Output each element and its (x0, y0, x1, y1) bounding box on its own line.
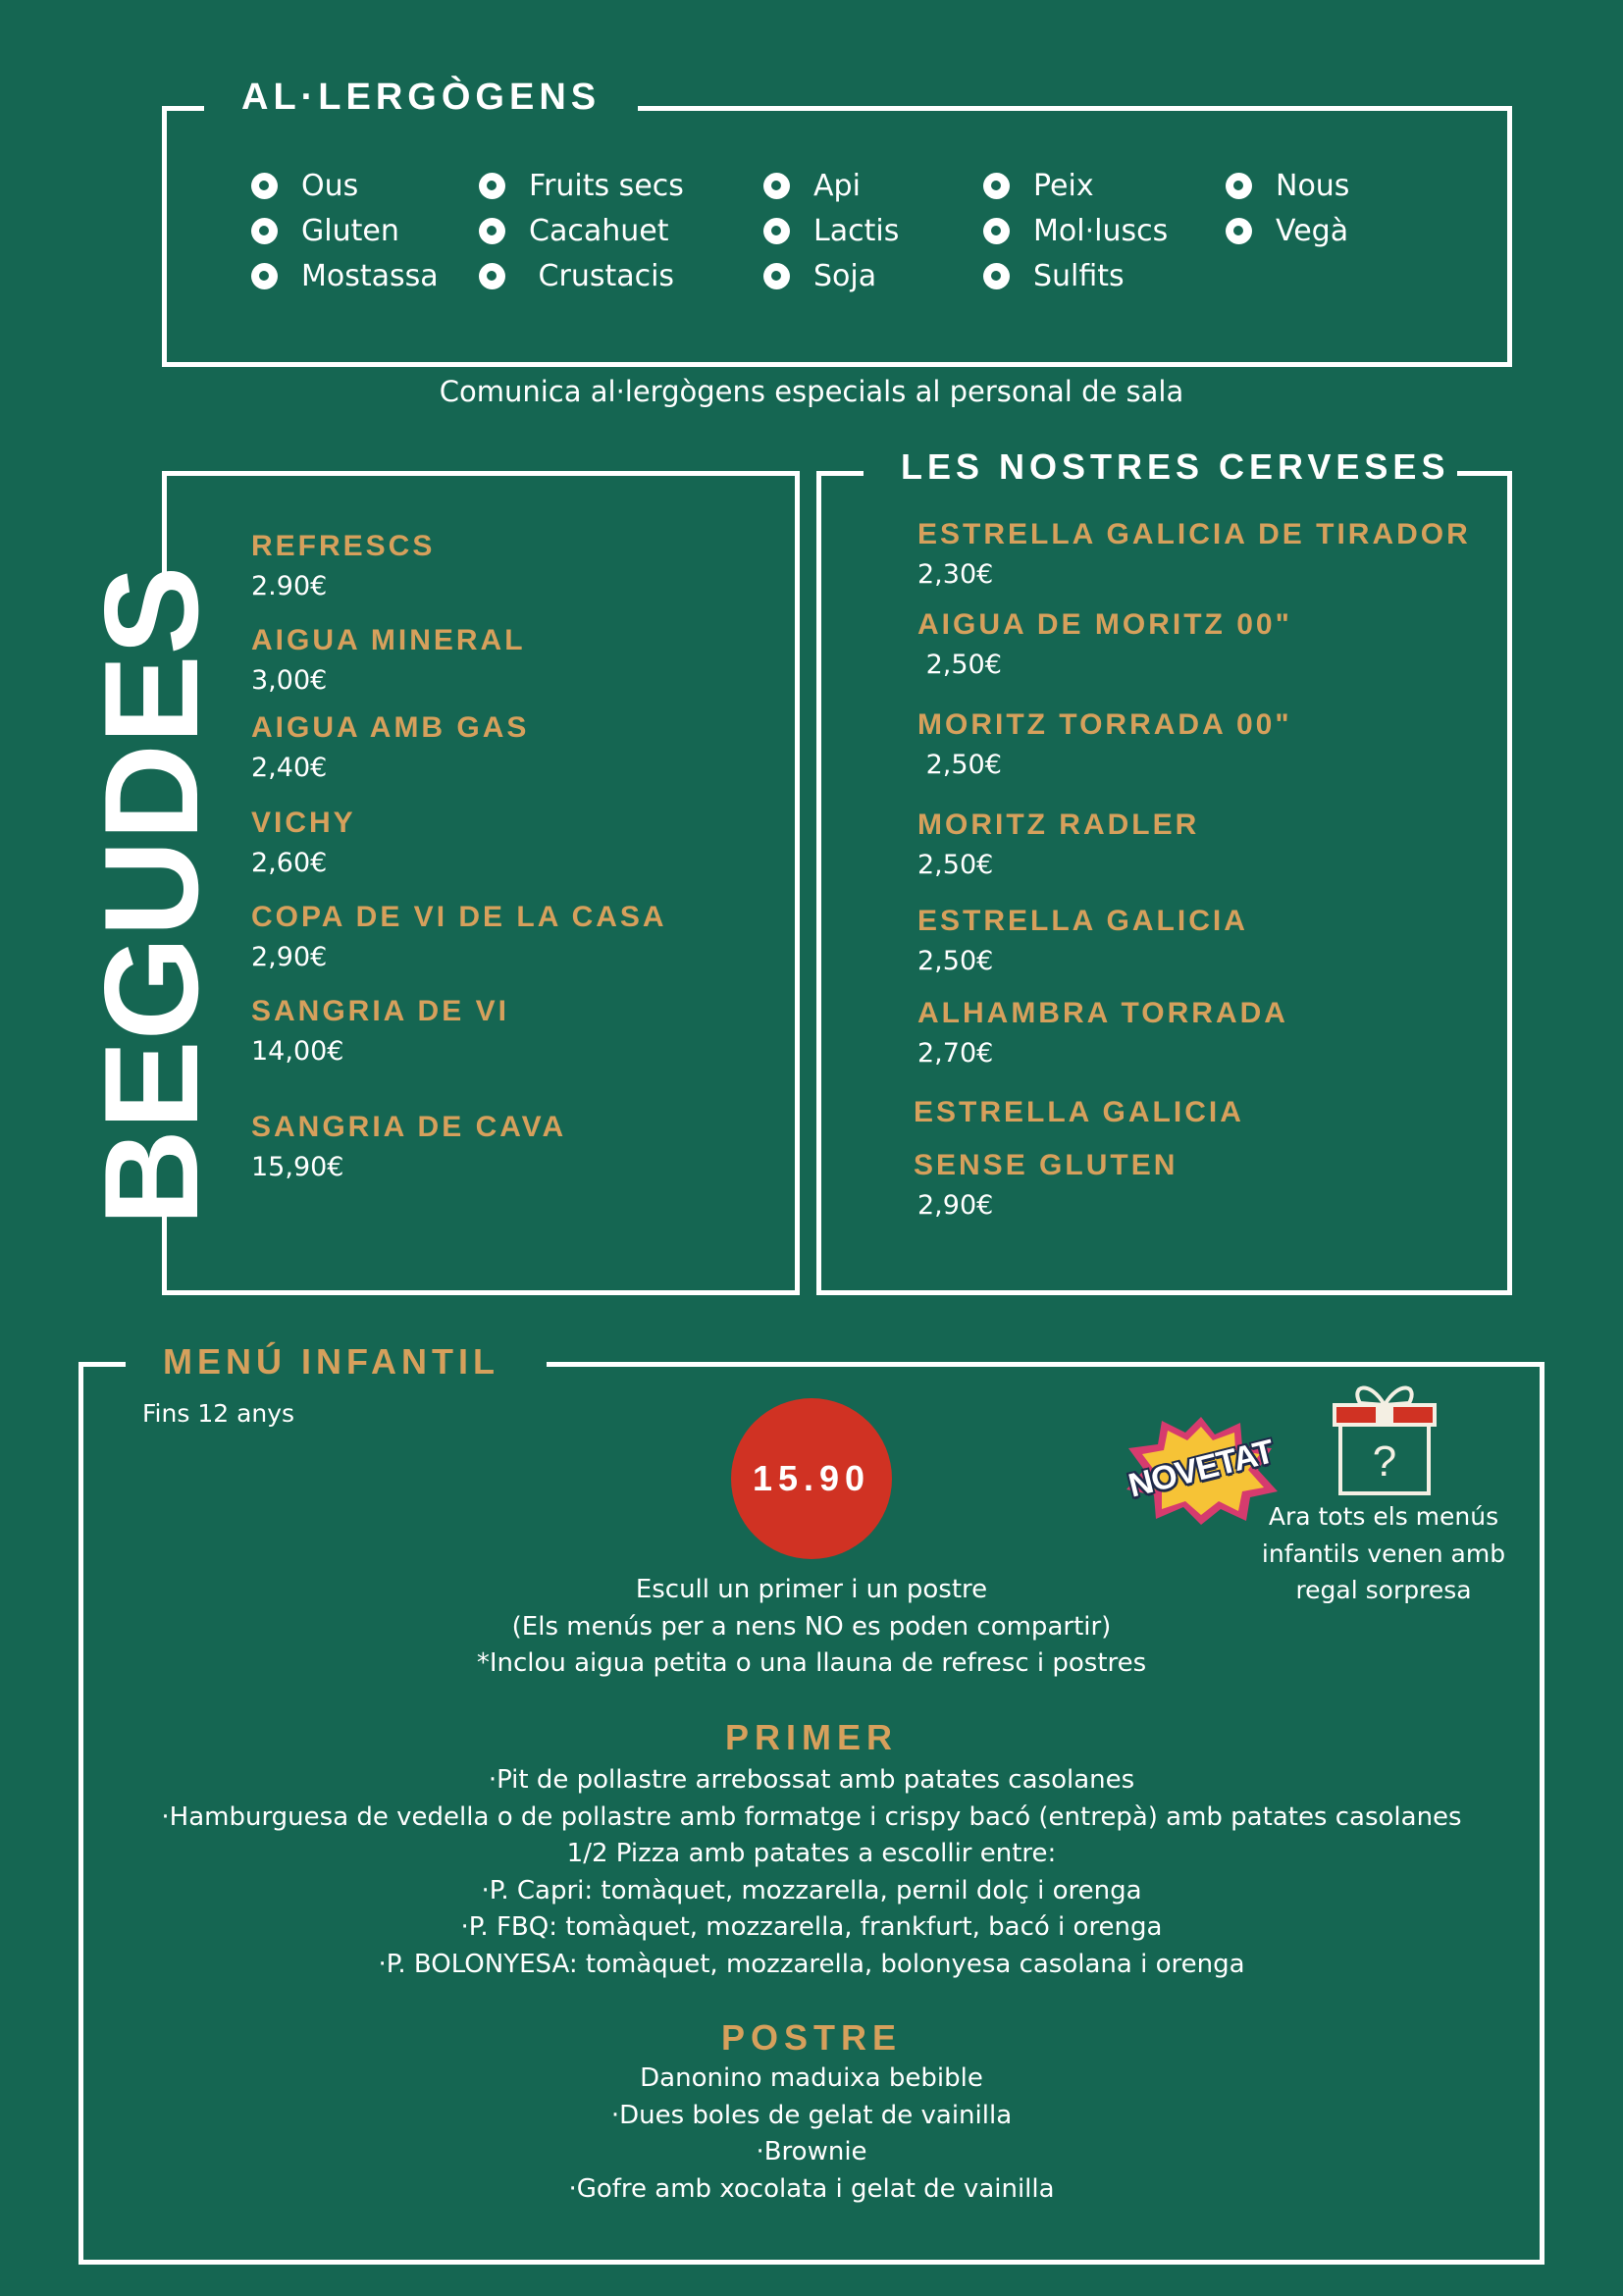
beer-item: ALHAMBRA TORRADA 2,70€ (917, 997, 1288, 1069)
allergen-item: Peix (983, 163, 1168, 208)
allergen-item: Nous (1226, 163, 1349, 208)
beer-item: ESTRELLA GALICIA 2,50€ (917, 905, 1248, 976)
allergen-column-4 (983, 163, 1168, 298)
allergen-item: Mol·luscs (983, 208, 1168, 253)
allergen-item: Ous (251, 163, 439, 208)
wheat-icon (251, 218, 278, 244)
allergen-item: Cacahuet (479, 208, 684, 253)
beer-item: MORITZ TORRADA 00" 2,50€ (917, 708, 1292, 780)
beer-item: MORITZ RADLER 2,50€ (917, 809, 1200, 880)
novetat-label: NOVETAT (1125, 1433, 1278, 1505)
sulphite-icon (983, 263, 1010, 289)
allergen-column-5 (1226, 163, 1349, 253)
allergen-column-3 (763, 163, 899, 298)
kids-menu-age: Fins 12 anys (142, 1399, 295, 1428)
beer-item: ESTRELLA GALICIA SENSE GLUTEN 2,90€ (914, 1096, 1244, 1221)
allergen-item: Mostassa (251, 253, 439, 298)
beverage-item: AIGUA MINERAL 3,00€ (251, 624, 526, 696)
nuts-icon (479, 173, 505, 199)
allergen-item: Sulfits (983, 253, 1168, 298)
first-course-list: ·Pit de pollastre arrebossat amb patates casolanes ·Hamburguesa de vedella o de pollastre amb formatge i crispy bacó (entrepà) amb patates casolanes 1/2 Pizza amb patates a escollir entre: ·P. Capri: tomàquet, mozzarella, pernil dolç i orenga ·P. FBQ: tomàquet, mozzarella, frankfurt, bacó i orenga ·P. BOLONYESA: tomàquet, mozzarella, bolonyesa casolana i orenga (161, 1765, 1462, 1979)
beverages-title: BEGUDES (77, 565, 226, 1226)
celery-icon (763, 173, 790, 199)
beverage-item: REFRESCS 2.90€ (251, 530, 436, 601)
dessert-list: Danonino maduixa bebible ·Dues boles de gelat de vainilla ·Brownie ·Gofre amb xocolata i gelat de vainilla (568, 2063, 1055, 2204)
dessert-title: POSTRE (720, 2017, 903, 2058)
allergen-item: Lactis (763, 208, 899, 253)
beverage-item: SANGRIA DE VI 14,00€ (251, 995, 509, 1067)
beverage-item: VICHY 2,60€ (251, 807, 356, 878)
gift-icon (1331, 1376, 1439, 1497)
allergen-item: Fruits secs (479, 163, 684, 208)
no-nuts-icon (1226, 173, 1252, 199)
beers-title: LES NOSTRES CERVESES (864, 449, 1457, 485)
allergen-item: Api (763, 163, 899, 208)
fish-icon (983, 173, 1010, 199)
kids-menu-intro: Escull un primer i un postre (Els menús per a nens NO es poden compartir) *Inclou aigua petita o una llauna de refresc i postres (476, 1575, 1147, 1678)
kids-menu-title: MENÚ INFANTIL (126, 1344, 547, 1380)
soy-icon (763, 263, 790, 289)
allergen-item: Soja (763, 253, 899, 298)
milk-icon (763, 218, 790, 244)
allergens-title: AL·LERGÒGENS (204, 78, 638, 116)
first-course-title: PRIMER (724, 1717, 898, 1757)
allergen-column-1 (251, 163, 439, 298)
crab-icon (479, 263, 505, 289)
allergen-item: Crustacis (479, 253, 684, 298)
beer-item: ESTRELLA GALICIA DE TIRADOR 2,30€ (917, 518, 1471, 590)
beverages-title-bg (77, 565, 226, 1226)
beverage-item: AIGUA AMB GAS 2,40€ (251, 711, 530, 783)
peanut-icon (479, 218, 505, 244)
allergen-column-2 (479, 163, 684, 298)
shell-icon (983, 218, 1010, 244)
beverage-item: SANGRIA DE CAVA 15,90€ (251, 1111, 567, 1182)
mustard-icon (251, 263, 278, 289)
allergen-item: Vegà (1226, 208, 1349, 253)
beer-item: AIGUA DE MORITZ 00" 2,50€ (917, 608, 1292, 680)
allergens-note: Comunica al·lergògens especials al personal de sala (439, 375, 1184, 408)
gift-text: Ara tots els menús infantils venen amb regal sorpresa (1261, 1502, 1506, 1604)
egg-icon (251, 173, 278, 199)
allergen-item: Gluten (251, 208, 439, 253)
price-badge: 15.90 (731, 1398, 892, 1559)
gift-question-mark: ? (1372, 1437, 1397, 1486)
beverage-item: COPA DE VI DE LA CASA 2,90€ (251, 901, 667, 972)
leaf-icon (1226, 218, 1252, 244)
